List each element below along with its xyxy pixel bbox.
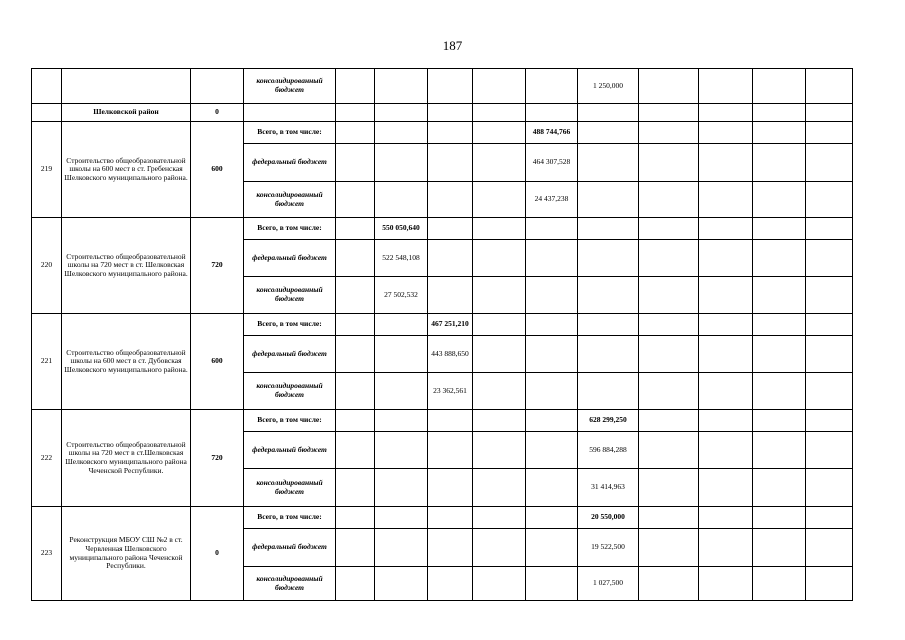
value-cell: 488 744,766: [526, 122, 578, 144]
value-cell: 27 502,532: [375, 277, 428, 314]
project-capacity: 720: [191, 218, 244, 314]
budget-type-label: федеральный бюджет: [244, 432, 336, 469]
budget-type-label: федеральный бюджет: [244, 144, 336, 182]
budget-type-label: консолидированный бюджет: [244, 69, 336, 104]
value-cell: 24 437,238: [526, 182, 578, 218]
project-number: 220: [32, 218, 62, 314]
value-cell: 23 362,561: [428, 373, 473, 410]
table-row: [32, 410, 853, 432]
project-number: 219: [32, 122, 62, 218]
table-row: [32, 314, 853, 336]
budget-type-label: федеральный бюджет: [244, 529, 336, 567]
district-row: [32, 104, 853, 122]
value-cell: 467 251,210: [428, 314, 473, 336]
district-capacity: 0: [191, 104, 244, 122]
project-number: 223: [32, 507, 62, 601]
value-cell: 596 884,288: [578, 432, 639, 469]
page-number: 187: [442, 38, 463, 53]
value-cell: 443 888,650: [428, 336, 473, 373]
value-cell: 1 027,500: [578, 567, 639, 601]
total-label: Всего, в том числе:: [244, 122, 336, 144]
table-row: [32, 218, 853, 240]
project-number: 222: [32, 410, 62, 507]
project-capacity: 0: [191, 507, 244, 601]
project-capacity: 720: [191, 410, 244, 507]
total-label: Всего, в том числе:: [244, 410, 336, 432]
value-cell: 550 050,640: [375, 218, 428, 240]
budget-type-label: консолидированный бюджет: [244, 373, 336, 410]
project-capacity: 600: [191, 122, 244, 218]
budget-type-label: консолидированный бюджет: [244, 469, 336, 507]
value-cell: 464 307,528: [526, 144, 578, 182]
value-cell: 628 299,250: [578, 410, 639, 432]
table-row: [32, 122, 853, 144]
value-cell: 522 548,108: [375, 240, 428, 277]
project-name: Строительство общеобразовательной школы на 720 мест в ст.Шелковская Шелковского муниципального района Чеченской Республики.: [62, 410, 191, 507]
total-label: Всего, в том числе:: [244, 507, 336, 529]
budget-type-label: федеральный бюджет: [244, 336, 336, 373]
budget-type-label: консолидированный бюджет: [244, 277, 336, 314]
budget-table: [31, 68, 853, 601]
district-name: Шелковской район: [62, 104, 191, 122]
total-label: Всего, в том числе:: [244, 218, 336, 240]
project-name: Строительство общеобразовательной школы на 600 мест в ст. Гребенская Шелковского муниципального района.: [62, 122, 191, 218]
value-cell: 31 414,963: [578, 469, 639, 507]
total-label: Всего, в том числе:: [244, 314, 336, 336]
value-cell: 20 550,000: [578, 507, 639, 529]
project-name: Строительство общеобразовательной школы на 600 мест в ст. Дубовская Шелковского муниципального района.: [62, 314, 191, 410]
project-number: 221: [32, 314, 62, 410]
project-capacity: 600: [191, 314, 244, 410]
value-cell: 19 522,500: [578, 529, 639, 567]
value-cell: 1 250,000: [578, 69, 639, 104]
project-name: Строительство общеобразовательной школы на 720 мест в ст. Шелковская Шелковского муниципального района.: [62, 218, 191, 314]
table-row: [32, 69, 853, 104]
table-row: [32, 507, 853, 529]
budget-type-label: федеральный бюджет: [244, 240, 336, 277]
budget-type-label: консолидированный бюджет: [244, 182, 336, 218]
project-name: Реконструкция МБОУ СШ №2 в ст. Червленная Шелковского муниципального района Чеченской Республики.: [62, 507, 191, 601]
budget-type-label: консолидированный бюджет: [244, 567, 336, 601]
